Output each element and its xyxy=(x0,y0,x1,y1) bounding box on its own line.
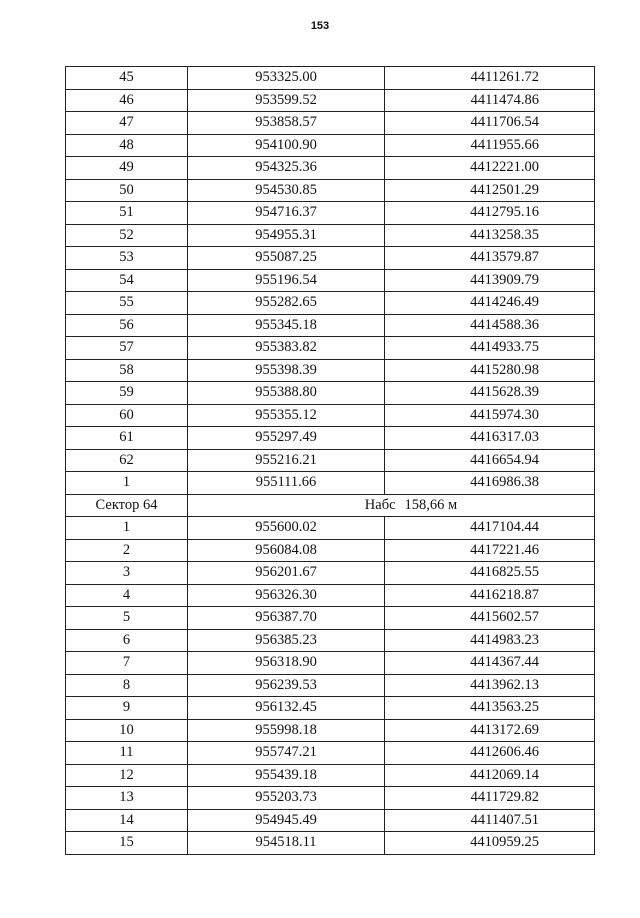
table-row xyxy=(66,247,595,270)
x-coordinate: 954518.11 xyxy=(188,832,385,855)
altitude-value: 158,66 м xyxy=(404,496,458,513)
table-row xyxy=(66,202,595,225)
point-number: 51 xyxy=(66,202,188,225)
point-number: 48 xyxy=(66,134,188,157)
y-coordinate: 4411474.86 xyxy=(385,89,595,112)
point-number: 62 xyxy=(66,449,188,472)
table-row xyxy=(66,539,595,562)
table-row xyxy=(66,427,595,450)
x-coordinate: 954955.31 xyxy=(188,224,385,247)
point-number: 50 xyxy=(66,179,188,202)
point-number: 4 xyxy=(66,584,188,607)
y-coordinate: 4410959.25 xyxy=(385,832,595,855)
table-row xyxy=(66,832,595,855)
x-coordinate: 955282.65 xyxy=(188,292,385,315)
x-coordinate: 955398.39 xyxy=(188,359,385,382)
point-number: 59 xyxy=(66,382,188,405)
point-number: 1 xyxy=(66,517,188,540)
table-row xyxy=(66,449,595,472)
y-coordinate: 4412501.29 xyxy=(385,179,595,202)
point-number: 7 xyxy=(66,652,188,675)
table-row xyxy=(66,629,595,652)
table-row xyxy=(66,359,595,382)
point-number: 45 xyxy=(66,67,188,90)
x-coordinate: 955998.18 xyxy=(188,719,385,742)
table-row xyxy=(66,382,595,405)
point-number: 1 xyxy=(66,472,188,495)
point-number: 53 xyxy=(66,247,188,270)
table-row xyxy=(66,719,595,742)
y-coordinate: 4415974.30 xyxy=(385,404,595,427)
point-number: 52 xyxy=(66,224,188,247)
y-coordinate: 4413962.13 xyxy=(385,674,595,697)
point-number: 57 xyxy=(66,337,188,360)
sector-label: Сектор 64 xyxy=(66,494,188,517)
y-coordinate: 4416654.94 xyxy=(385,449,595,472)
point-number: 5 xyxy=(66,607,188,630)
point-number: 3 xyxy=(66,562,188,585)
y-coordinate: 4414983.23 xyxy=(385,629,595,652)
x-coordinate: 955111.66 xyxy=(188,472,385,495)
x-coordinate: 954945.49 xyxy=(188,809,385,832)
table-row xyxy=(66,764,595,787)
point-number: 56 xyxy=(66,314,188,337)
point-number: 6 xyxy=(66,629,188,652)
y-coordinate: 4413258.35 xyxy=(385,224,595,247)
x-coordinate: 955439.18 xyxy=(188,764,385,787)
y-coordinate: 4411407.51 xyxy=(385,809,595,832)
table-row xyxy=(66,607,595,630)
table-row xyxy=(66,742,595,765)
point-number: 60 xyxy=(66,404,188,427)
y-coordinate: 4417104.44 xyxy=(385,517,595,540)
x-coordinate: 954530.85 xyxy=(188,179,385,202)
table-row xyxy=(66,472,595,495)
x-coordinate: 956084.08 xyxy=(188,539,385,562)
x-coordinate: 953325.00 xyxy=(188,67,385,90)
y-coordinate: 4415602.57 xyxy=(385,607,595,630)
y-coordinate: 4415628.39 xyxy=(385,382,595,405)
sector-row xyxy=(66,494,595,517)
x-coordinate: 954100.90 xyxy=(188,134,385,157)
point-number: 9 xyxy=(66,697,188,720)
x-coordinate: 954716.37 xyxy=(188,202,385,225)
x-coordinate: 955216.21 xyxy=(188,449,385,472)
table-row xyxy=(66,562,595,585)
table-row xyxy=(66,697,595,720)
x-coordinate: 955087.25 xyxy=(188,247,385,270)
table-row xyxy=(66,809,595,832)
x-coordinate: 955345.18 xyxy=(188,314,385,337)
x-coordinate: 955383.82 xyxy=(188,337,385,360)
y-coordinate: 4415280.98 xyxy=(385,359,595,382)
x-coordinate: 953599.52 xyxy=(188,89,385,112)
point-number: 47 xyxy=(66,112,188,135)
x-coordinate: 955355.12 xyxy=(188,404,385,427)
rows-before xyxy=(66,67,595,495)
y-coordinate: 4416317.03 xyxy=(385,427,595,450)
y-coordinate: 4416825.55 xyxy=(385,562,595,585)
table-row xyxy=(66,584,595,607)
table-row xyxy=(66,787,595,810)
x-coordinate: 956201.67 xyxy=(188,562,385,585)
x-coordinate: 955747.21 xyxy=(188,742,385,765)
point-number: 55 xyxy=(66,292,188,315)
y-coordinate: 4414367.44 xyxy=(385,652,595,675)
table-row xyxy=(66,134,595,157)
y-coordinate: 4417221.46 xyxy=(385,539,595,562)
coordinates-table xyxy=(65,66,595,855)
x-coordinate: 956326.30 xyxy=(188,584,385,607)
x-coordinate: 955388.80 xyxy=(188,382,385,405)
table-row xyxy=(66,404,595,427)
x-coordinate: 953858.57 xyxy=(188,112,385,135)
point-number: 12 xyxy=(66,764,188,787)
x-coordinate: 956318.90 xyxy=(188,652,385,675)
x-coordinate: 956239.53 xyxy=(188,674,385,697)
table-row xyxy=(66,67,595,90)
point-number: 61 xyxy=(66,427,188,450)
altitude-prefix: Набс xyxy=(364,496,396,513)
x-coordinate: 955196.54 xyxy=(188,269,385,292)
point-number: 49 xyxy=(66,157,188,180)
table-row xyxy=(66,337,595,360)
page-number: 153 xyxy=(310,20,330,32)
table-row xyxy=(66,652,595,675)
y-coordinate: 4411261.72 xyxy=(385,67,595,90)
table-row xyxy=(66,517,595,540)
point-number: 58 xyxy=(66,359,188,382)
y-coordinate: 4414933.75 xyxy=(385,337,595,360)
x-coordinate: 955297.49 xyxy=(188,427,385,450)
table-row xyxy=(66,292,595,315)
x-coordinate: 956385.23 xyxy=(188,629,385,652)
table-row xyxy=(66,269,595,292)
x-coordinate: 956132.45 xyxy=(188,697,385,720)
point-number: 11 xyxy=(66,742,188,765)
y-coordinate: 4412069.14 xyxy=(385,764,595,787)
y-coordinate: 4412795.16 xyxy=(385,202,595,225)
x-coordinate: 955600.02 xyxy=(188,517,385,540)
sector-header xyxy=(66,494,595,517)
y-coordinate: 4412221.00 xyxy=(385,157,595,180)
y-coordinate: 4413172.69 xyxy=(385,719,595,742)
table-row xyxy=(66,674,595,697)
x-coordinate: 956387.70 xyxy=(188,607,385,630)
y-coordinate: 4413579.87 xyxy=(385,247,595,270)
point-number: 2 xyxy=(66,539,188,562)
point-number: 46 xyxy=(66,89,188,112)
point-number: 13 xyxy=(66,787,188,810)
table-row xyxy=(66,89,595,112)
table-row xyxy=(66,112,595,135)
point-number: 14 xyxy=(66,809,188,832)
y-coordinate: 4411729.82 xyxy=(385,787,595,810)
y-coordinate: 4416986.38 xyxy=(385,472,595,495)
point-number: 15 xyxy=(66,832,188,855)
y-coordinate: 4413909.79 xyxy=(385,269,595,292)
table-row xyxy=(66,314,595,337)
y-coordinate: 4411706.54 xyxy=(385,112,595,135)
sector-altitude xyxy=(188,494,595,517)
rows-after xyxy=(66,517,595,855)
y-coordinate: 4414588.36 xyxy=(385,314,595,337)
y-coordinate: 4413563.25 xyxy=(385,697,595,720)
y-coordinate: 4411955.66 xyxy=(385,134,595,157)
table-row xyxy=(66,157,595,180)
table-row xyxy=(66,224,595,247)
point-number: 54 xyxy=(66,269,188,292)
table-row xyxy=(66,179,595,202)
x-coordinate: 955203.73 xyxy=(188,787,385,810)
y-coordinate: 4416218.87 xyxy=(385,584,595,607)
y-coordinate: 4412606.46 xyxy=(385,742,595,765)
point-number: 8 xyxy=(66,674,188,697)
y-coordinate: 4414246.49 xyxy=(385,292,595,315)
x-coordinate: 954325.36 xyxy=(188,157,385,180)
point-number: 10 xyxy=(66,719,188,742)
